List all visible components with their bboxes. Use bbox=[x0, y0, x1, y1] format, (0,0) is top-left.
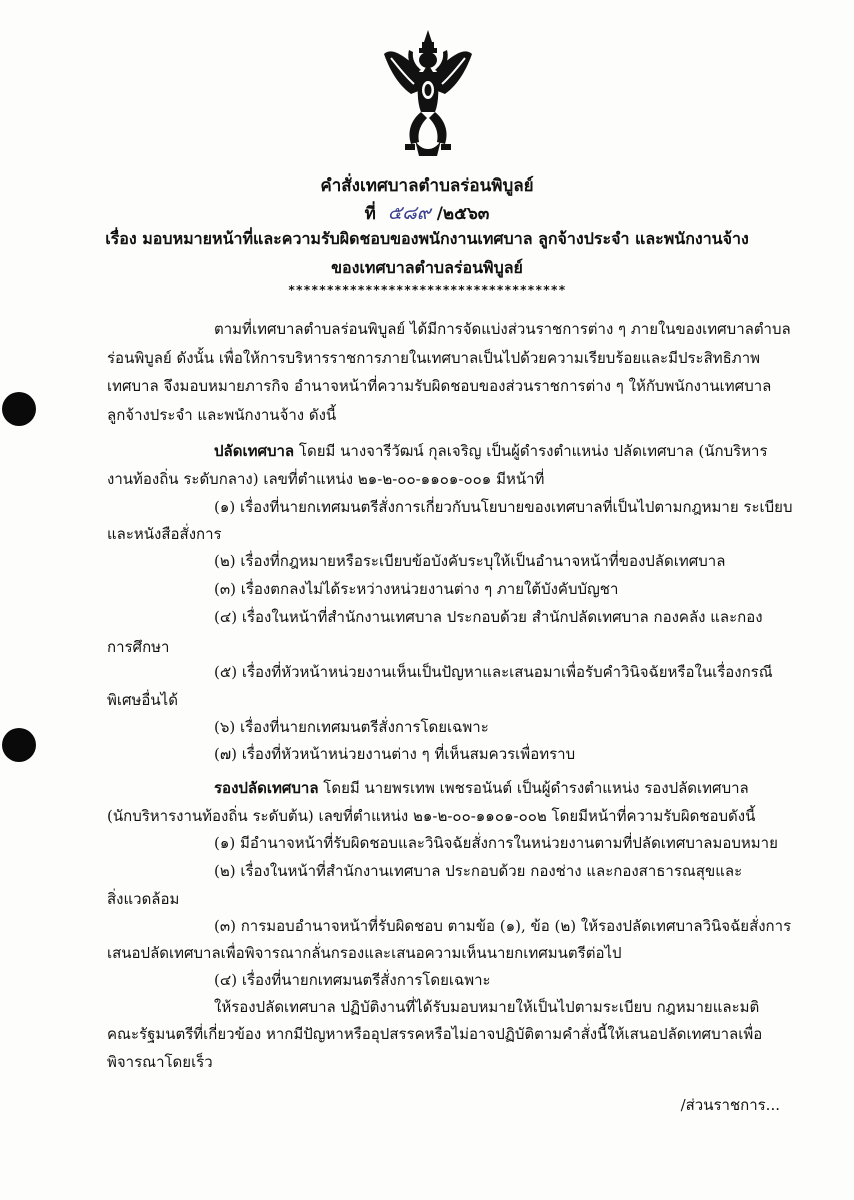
subject-line-1: เรื่อง มอบหมายหน้าที่และความรับผิดชอบของพนักงานเทศบาล ลูกจ้างประจำ และพนักงานจ้าง bbox=[105, 229, 749, 248]
punch-hole-bottom bbox=[2, 728, 36, 762]
section2-item: (๒) เรื่องในหน้าที่สำนักงานเทศบาล ประกอบด้วย กองช่าง และกองสาธารณสุขและ bbox=[214, 862, 743, 880]
order-number bbox=[0, 198, 854, 228]
section1-item: และหนังสือสั่งการ bbox=[107, 525, 222, 543]
separator: ************************************ bbox=[287, 283, 567, 297]
punch-hole-top bbox=[2, 392, 36, 426]
order-number-suffix: /๒๕๖๓ bbox=[436, 204, 490, 224]
section2-item: (๔) เรื่องที่นายกเทศมนตรีสั่งการโดยเฉพาะ bbox=[214, 971, 491, 989]
section1-item: (๔) เรื่องในหน้าที่สำนักงานเทศบาล ประกอบด้วย สำนักปลัดเทศบาล กองคลัง และกอง bbox=[214, 608, 763, 626]
section2-item: สิ่งแวดล้อม bbox=[107, 890, 180, 908]
section1-heading: ปลัดเทศบาล bbox=[214, 442, 295, 460]
section2-line2: (นักบริหารงานท้องถิ่น ระดับต้น) เลขที่ตำแหน่ง ๒๑-๒-๐๐-๑๑๐๑-๐๐๒ โดยมีหน้าที่ความรับผิดชอบดังนี้ bbox=[107, 807, 756, 825]
section1-item: (๖) เรื่องที่นายกเทศมนตรีสั่งการโดยเฉพาะ bbox=[214, 718, 489, 736]
intro-line: ร่อนพิบูลย์ ดังนั้น เพื่อให้การบริหารราชการภายในเทศบาลเป็นไปด้วยความเรียบร้อยและมีประสิทธิภาพ bbox=[107, 349, 761, 367]
order-title: คำสั่งเทศบาลตำบลร่อนพิบูลย์ bbox=[320, 176, 534, 196]
section1-line1 bbox=[214, 441, 768, 461]
garuda-emblem-icon bbox=[381, 28, 475, 160]
section2-line1 bbox=[214, 778, 749, 798]
section2-line1-text: โดยมี นายพรเทพ เพชรอนันต์ เป็นผู้ดำรงตำแหน่ง รองปลัดเทศบาล bbox=[318, 779, 749, 797]
intro-line: ตามที่เทศบาลตำบลร่อนพิบูลย์ ได้มีการจัดแบ่งส่วนราชการต่าง ๆ ภายในของเทศบาลตำบล bbox=[214, 320, 791, 338]
section2-item: (๑) มีอำนาจหน้าที่รับผิดชอบและวินิจฉัยสั่งการในหน่วยงานตามที่ปลัดเทศบาลมอบหมาย bbox=[214, 834, 778, 852]
subject-line-2: ของเทศบาลตำบลร่อนพิบูลย์ bbox=[331, 258, 523, 277]
section1-item: (๓) เรื่องตกลงไม่ได้ระหว่างหน่วยงานต่าง ๆ ภายใต้บังคับบัญชา bbox=[214, 580, 619, 598]
intro-line: ลูกจ้างประจำ และพนักงานจ้าง ดังนี้ bbox=[107, 406, 337, 424]
continuation-note: /ส่วนราชการ... bbox=[680, 1096, 780, 1114]
section1-line2: งานท้องถิ่น ระดับกลาง) เลขที่ตำแหน่ง ๒๑-๒-๐๐-๑๑๐๑-๐๐๑ มีหน้าที่ bbox=[107, 470, 545, 488]
section2-closing: ให้รองปลัดเทศบาล ปฏิบัติงานที่ได้รับมอบหมายให้เป็นไปตามระเบียบ กฎหมายและมติ bbox=[214, 998, 760, 1016]
section1-item: พิเศษอื่นได้ bbox=[107, 691, 178, 709]
intro-line: เทศบาล จึงมอบหมายภารกิจ อำนาจหน้าที่ความรับผิดชอบของส่วนราชการต่าง ๆ ให้กับพนักงานเทศบาล bbox=[107, 377, 772, 395]
section1-item: (๒) เรื่องที่กฎหมายหรือระเบียบข้อบังคับระบุให้เป็นอำนาจหน้าที่ของปลัดเทศบาล bbox=[214, 552, 726, 570]
section1-item: การศึกษา bbox=[107, 638, 170, 656]
order-number-handwritten: ๕๘๙ bbox=[387, 202, 431, 224]
section2-closing: พิจารณาโดยเร็ว bbox=[107, 1053, 213, 1071]
order-number-prefix: ที่ bbox=[364, 204, 376, 224]
section1-item: (๗) เรื่องที่หัวหน้าหน่วยงานต่าง ๆ ที่เห็นสมควรเพื่อทราบ bbox=[214, 745, 576, 763]
section2-item: เสนอปลัดเทศบาลเพื่อพิจารณากลั่นกรองและเสนอความเห็นนายกเทศมนตรีต่อไป bbox=[107, 944, 622, 962]
section2-closing: คณะรัฐมนตรีที่เกี่ยวข้อง หากมีปัญหาหรืออุปสรรคหรือไม่อาจปฏิบัติตามคำสั่งนี้ให้เสนอปลัดเทศบาลเพื่อ bbox=[107, 1025, 763, 1043]
section1-item: (๑) เรื่องที่นายกเทศมนตรีสั่งการเกี่ยวกับนโยบายของเทศบาลที่เป็นไปตามกฎหมาย ระเบียบ bbox=[214, 498, 793, 516]
section2-heading: รองปลัดเทศบาล bbox=[214, 779, 319, 797]
section1-line1-text: โดยมี นางจารีวัฒน์ กุลเจริญ เป็นผู้ดำรงตำแหน่ง ปลัดเทศบาล (นักบริหาร bbox=[294, 442, 768, 460]
section1-item: (๕) เรื่องที่หัวหน้าหน่วยงานเห็นเป็นปัญหาและเสนอมาเพื่อรับคำวินิจฉัยหรือในเรื่องกรณี bbox=[214, 663, 773, 681]
section2-item: (๓) การมอบอำนาจหน้าที่รับผิดชอบ ตามข้อ (๑), ข้อ (๒) ให้รองปลัดเทศบาลวินิจฉัยสั่งการ bbox=[214, 917, 792, 935]
